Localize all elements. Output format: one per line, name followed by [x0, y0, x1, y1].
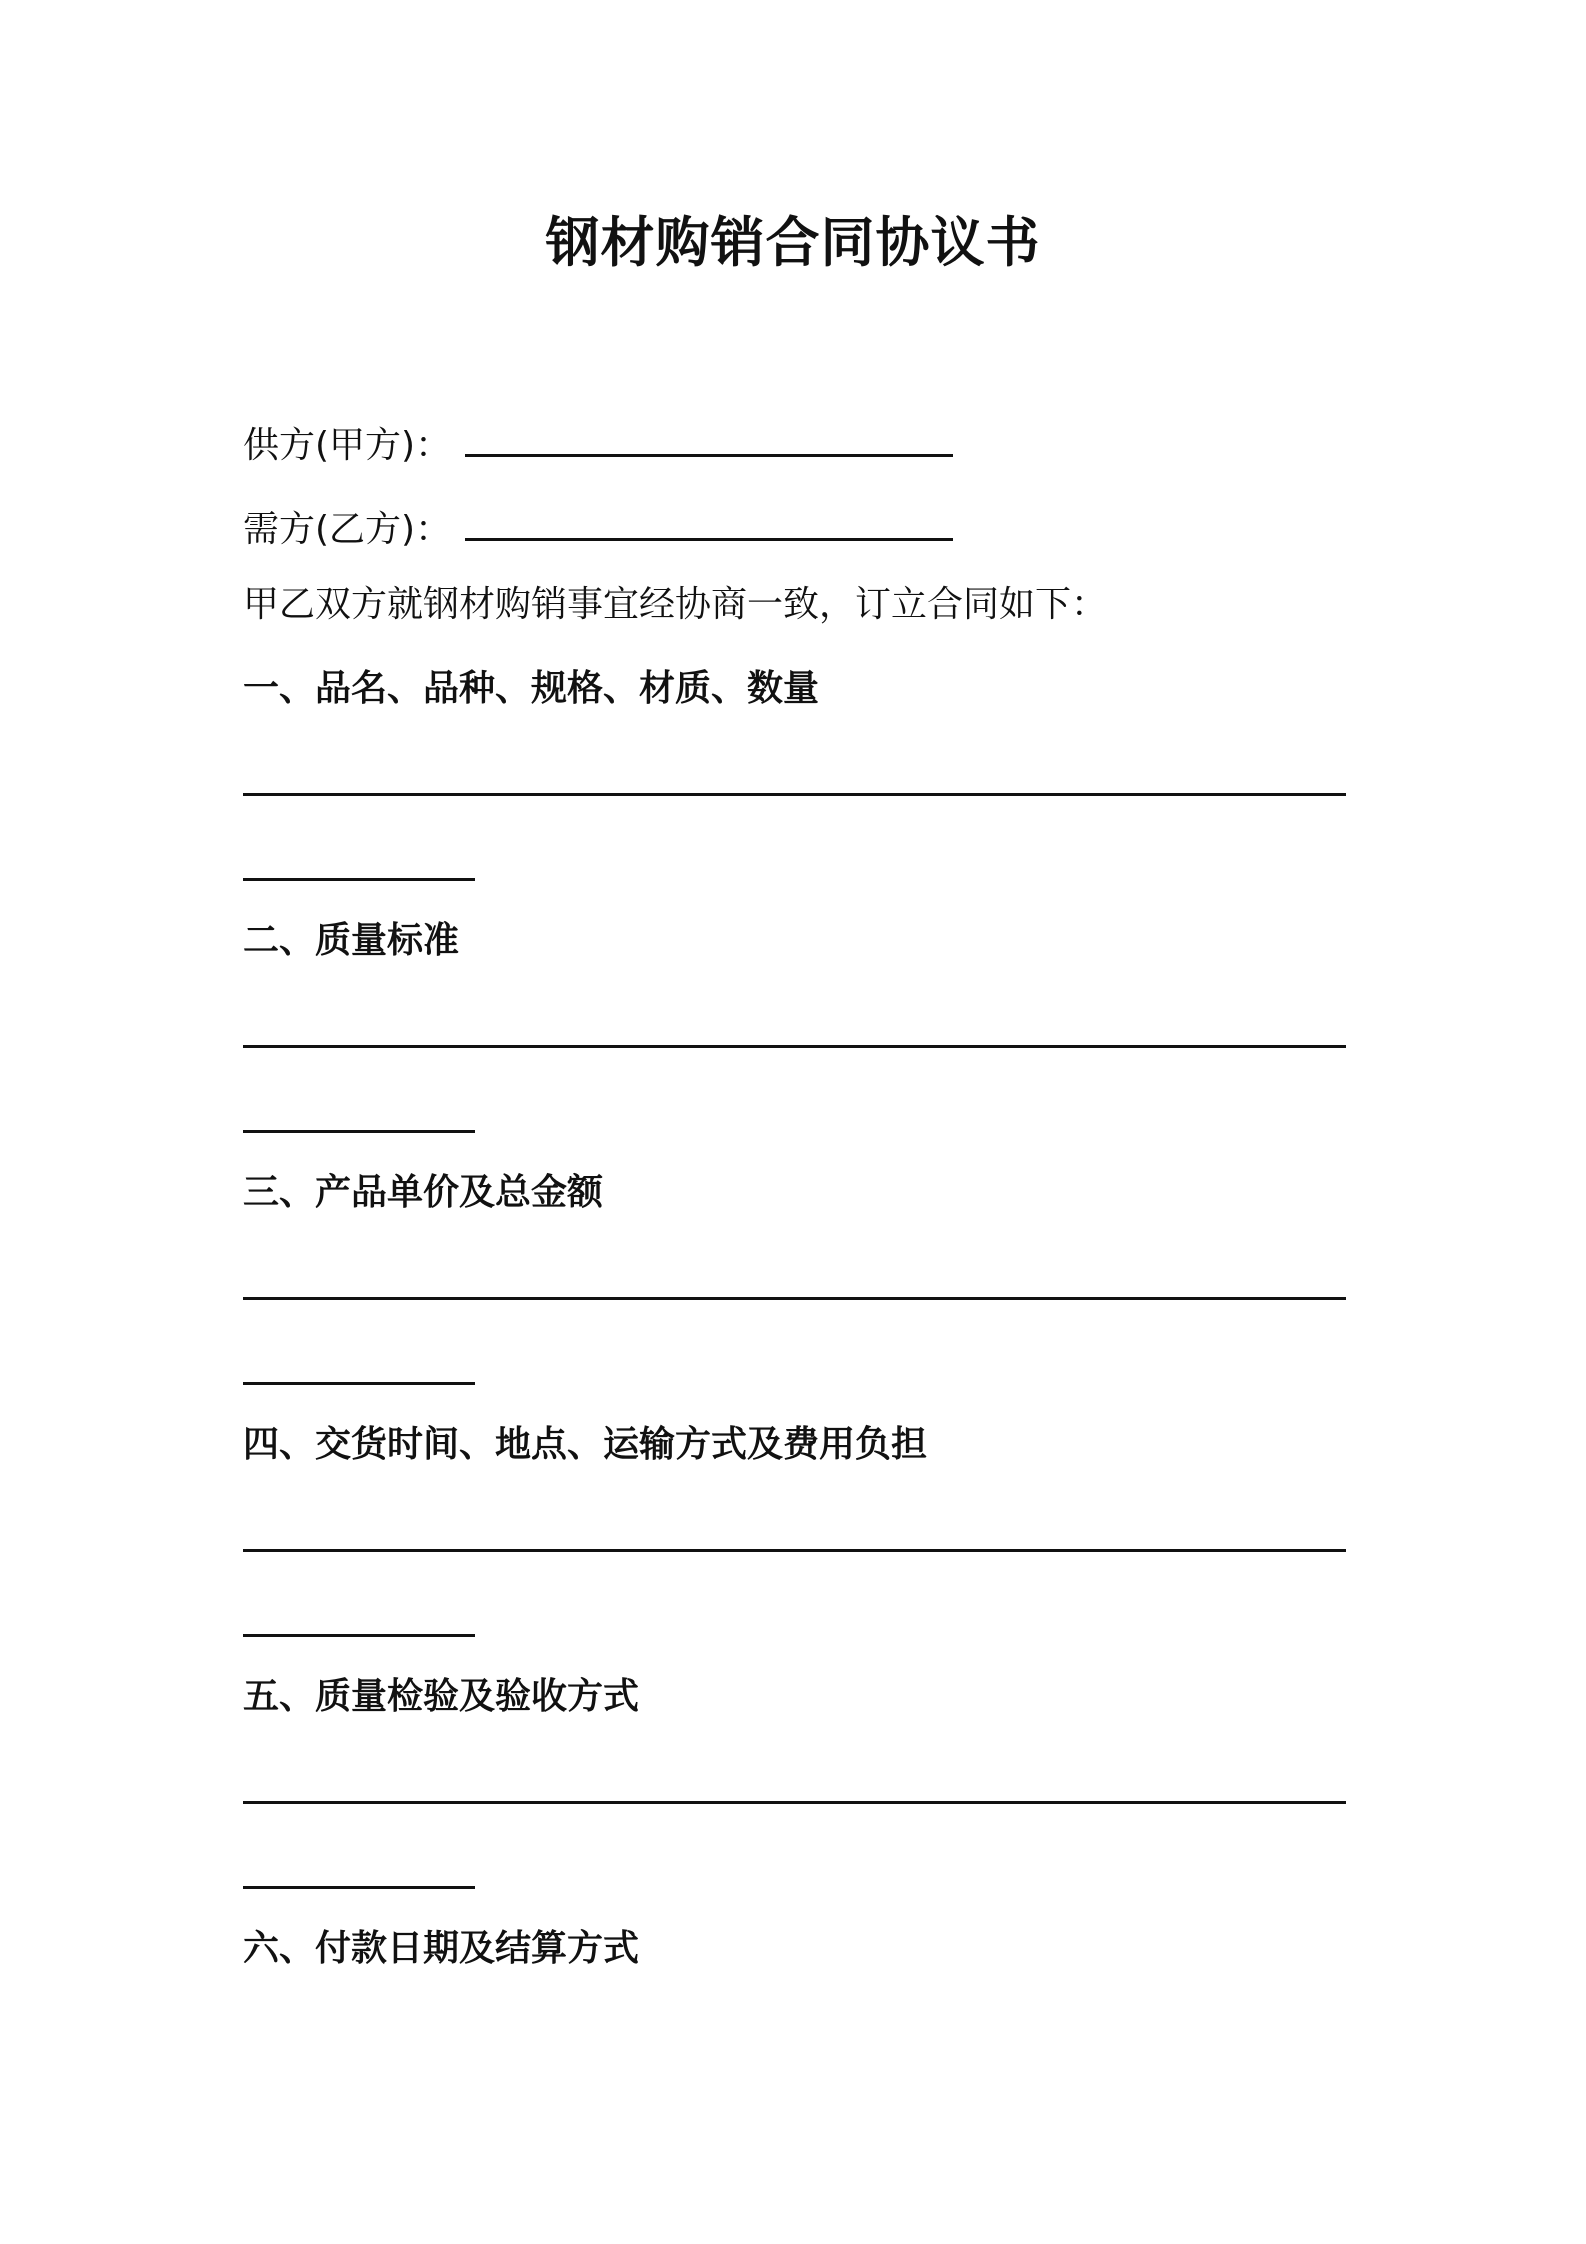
section-heading-2: 二、质量标准 — [243, 920, 460, 961]
section-2-blank-line-2[interactable] — [243, 1130, 475, 1133]
section-1-blank-line-2[interactable] — [243, 878, 475, 881]
buyer-label: 需方(乙方)： — [243, 509, 452, 550]
buyer-line — [243, 498, 953, 555]
section-3-blank-line-2[interactable] — [243, 1382, 475, 1385]
section-1-blank-line-1[interactable] — [243, 793, 1346, 796]
section-heading-3: 三、产品单价及总金额 — [243, 1172, 604, 1213]
section-heading-6: 六、付款日期及结算方式 — [243, 1928, 640, 1969]
section-2-blank-line-1[interactable] — [243, 1045, 1346, 1048]
section-3-blank-line-1[interactable] — [243, 1297, 1346, 1300]
section-heading-5: 五、质量检验及验收方式 — [243, 1676, 640, 1717]
document-title: 钢材购销合同协议书 — [545, 211, 1041, 274]
intro-text: 甲乙双方就钢材购销事宜经协商一致，订立合同如下： — [243, 584, 1108, 625]
supplier-name-blank[interactable] — [465, 414, 953, 457]
section-5-blank-line-1[interactable] — [243, 1801, 1346, 1804]
section-5-blank-line-2[interactable] — [243, 1886, 475, 1889]
supplier-label: 供方(甲方)： — [243, 425, 452, 466]
section-heading-1: 一、品名、品种、规格、材质、数量 — [243, 668, 820, 709]
section-4-blank-line-1[interactable] — [243, 1549, 1346, 1552]
section-heading-4: 四、交货时间、地点、运输方式及费用负担 — [243, 1424, 928, 1465]
buyer-name-blank[interactable] — [465, 498, 953, 541]
section-4-blank-line-2[interactable] — [243, 1634, 475, 1637]
supplier-line — [243, 414, 953, 471]
